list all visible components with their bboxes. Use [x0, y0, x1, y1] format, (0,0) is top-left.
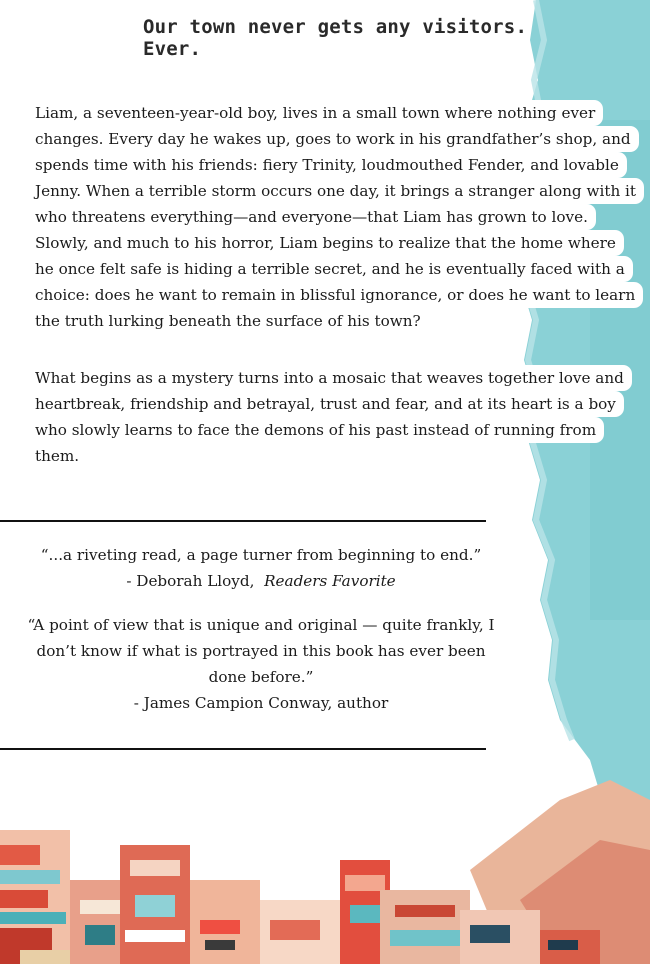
synopsis-line: heartbreak, friendship and betrayal, trust and fear, and at its heart is a boy	[35, 391, 624, 417]
synopsis-line: who slowly learns to face the demons of his past instead of running from	[35, 417, 604, 443]
synopsis-line: he once felt safe is hiding a terrible secret, and he is eventually faced with a	[35, 256, 633, 282]
synopsis-line: Jenny. When a terrible storm occurs one day, it brings a stranger along with it	[35, 178, 644, 204]
review-author: - James Campion Conway, author	[133, 694, 389, 712]
divider-bottom	[0, 748, 486, 750]
synopsis-line: changes. Every day he wakes up, goes to work in his grandfather’s shop, and	[35, 126, 639, 152]
synopsis-line: who threatens everything—and everyone—that Liam has grown to love.	[35, 204, 596, 230]
synopsis-line: the truth lurking beneath the surface of his town?	[35, 308, 429, 334]
synopsis-line: Liam, a seventeen-year-old boy, lives in a small town where nothing ever	[35, 100, 603, 126]
tagline-line-1: Our town never gets any visitors.	[143, 16, 528, 38]
synopsis-line: Slowly, and much to his horror, Liam begins to realize that the home where	[35, 230, 624, 256]
tagline	[143, 16, 543, 60]
divider-top	[0, 520, 486, 522]
review-section	[0, 542, 522, 716]
review-quote: done before.”	[208, 668, 314, 686]
synopsis-line: spends time with his friends: fiery Trinity, loudmouthed Fender, and lovable	[35, 152, 627, 178]
review-2	[0, 612, 522, 716]
synopsis-paragraph-2	[35, 365, 645, 469]
review-1	[0, 542, 522, 594]
review-attribution	[0, 568, 522, 594]
synopsis-line: them.	[35, 443, 87, 469]
synopsis-paragraph-1	[35, 100, 645, 334]
review-quote: “...a riveting read, a page turner from beginning to end.”	[40, 546, 482, 564]
review-quote: “A point of view that is unique and original — quite frankly, I	[27, 616, 495, 634]
synopsis-line: What begins as a mystery turns into a mosaic that weaves together love and	[35, 365, 632, 391]
synopsis-line: choice: does he want to remain in blissful ignorance, or does he want to learn	[35, 282, 643, 308]
tagline-line-2: Ever.	[143, 38, 202, 60]
review-quote: don’t know if what is portrayed in this book has ever been	[36, 642, 486, 660]
review-source: Readers Favorite	[264, 572, 396, 590]
review-author: - Deborah Lloyd,	[126, 572, 255, 590]
